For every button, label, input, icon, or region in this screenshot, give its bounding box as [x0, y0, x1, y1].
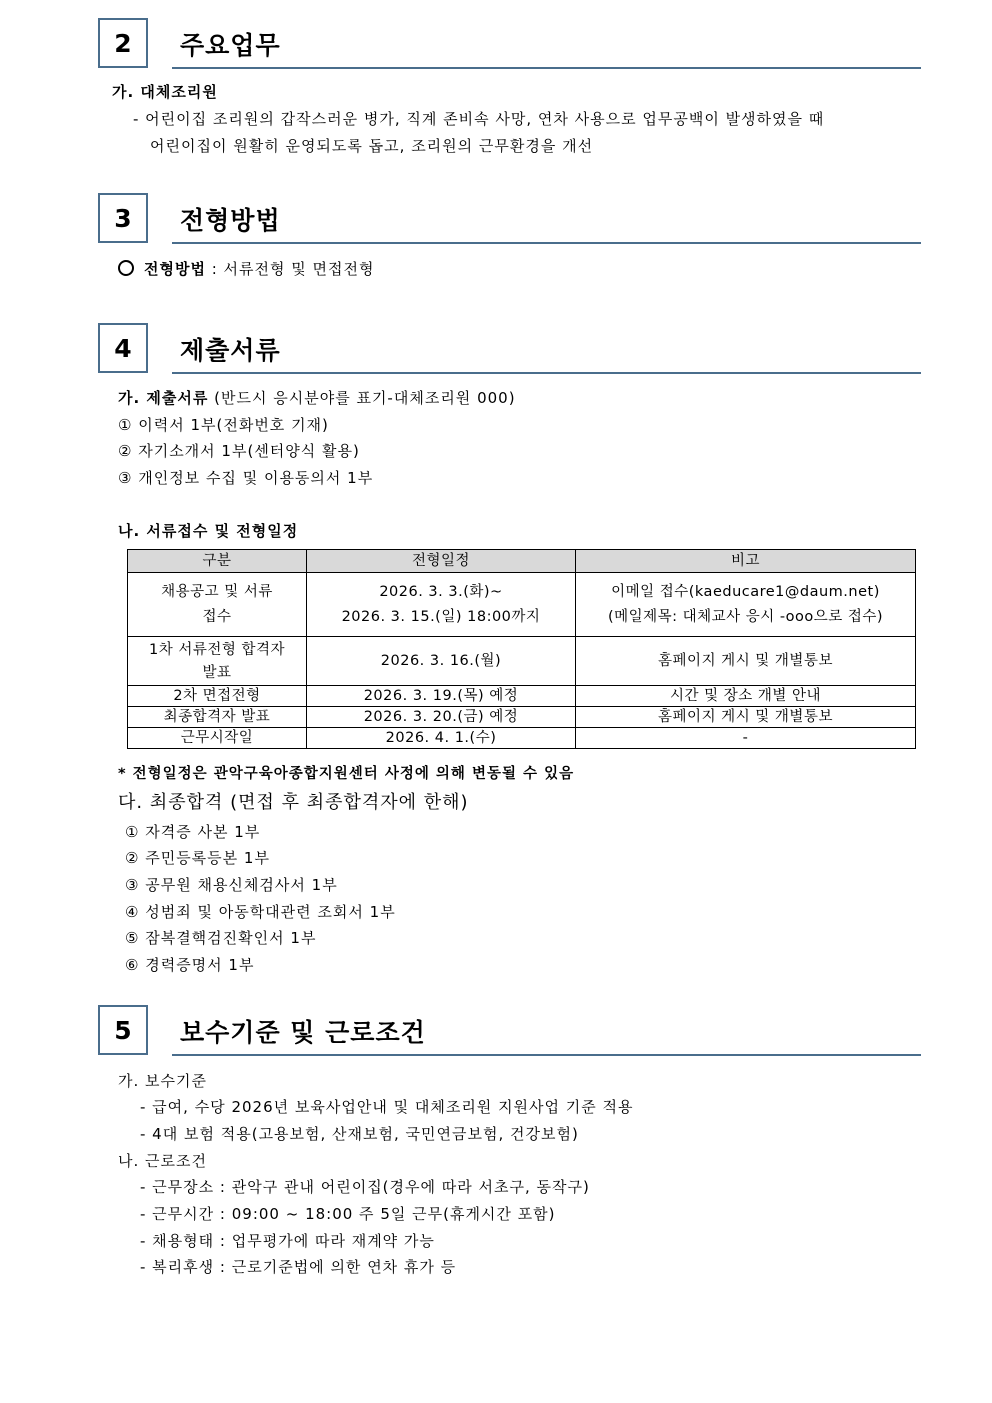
- table-row: [128, 728, 916, 749]
- list-item: - 4대 보험 적용(고용보험, 산재보험, 국민연금보험, 건강보험): [140, 1125, 579, 1143]
- list-item: - 복리후생 : 근로기준법에 의한 연차 휴가 등: [140, 1258, 457, 1276]
- cell-line: 1차 서류전형 합격자: [149, 641, 285, 658]
- section-title: 제출서류: [180, 336, 281, 365]
- section-number: 4: [98, 323, 148, 373]
- cell-line: (메일제목: 대체교사 응시 -ooo으로 접수): [607, 609, 884, 625]
- circle-bullet-icon: [118, 260, 134, 276]
- table-row: [128, 637, 916, 686]
- subheading-bold: 가. 제출서류: [118, 389, 209, 407]
- header-cell: 비고: [576, 550, 916, 573]
- cell-line: 접수: [202, 609, 232, 625]
- cell-line: 발표: [202, 664, 232, 681]
- table-cell: [576, 573, 916, 637]
- section-header-4: [98, 323, 921, 375]
- list-item: - 채용형태 : 업무평가에 따라 재계약 가능: [140, 1232, 435, 1250]
- section-number: 2: [98, 18, 148, 68]
- table-cell: 근무시작일: [128, 728, 307, 749]
- schedule-table: [127, 549, 916, 749]
- list-item: - 근무장소 : 관악구 관내 어린이집(경우에 따라 서초구, 동작구): [140, 1178, 590, 1196]
- table-row: [128, 573, 916, 637]
- table-header-row: [128, 550, 916, 573]
- section-number: 5: [98, 1005, 148, 1055]
- table-cell: [128, 573, 307, 637]
- section-underline: [172, 372, 921, 374]
- section-underline: [172, 1054, 921, 1056]
- section-header-5: [98, 1005, 921, 1057]
- list-item: - 근무시간 : 09:00 ~ 18:00 주 5일 근무(휴게시간 포함): [140, 1205, 556, 1223]
- header-cell: 구분: [128, 550, 307, 573]
- table-row: [128, 686, 916, 707]
- table-cell: 2026. 4. 1.(수): [307, 728, 576, 749]
- table-cell: 홈페이지 게시 및 개별통보: [576, 707, 916, 728]
- list-item: ③ 개인정보 수집 및 이용동의서 1부: [118, 469, 374, 487]
- section-underline: [172, 67, 921, 69]
- section-header-2: [98, 18, 921, 70]
- table-cell: -: [576, 728, 916, 749]
- table-cell: 2026. 3. 16.(월): [307, 637, 576, 686]
- section-title: 보수기준 및 근로조건: [180, 1018, 426, 1047]
- section-header-3: [98, 193, 921, 245]
- method-text: : 서류전형 및 면접전형: [205, 260, 375, 278]
- list-item: ① 이력서 1부(전화번호 기재): [118, 416, 329, 434]
- list-item: ① 자격증 사본 1부: [125, 823, 261, 841]
- list-item: ④ 성범죄 및 아동학대관련 조회서 1부: [125, 903, 396, 921]
- list-item: ③ 공무원 채용신체검사서 1부: [125, 876, 338, 894]
- subheading: 가. 보수기준: [118, 1072, 207, 1090]
- section-title: 전형방법: [180, 206, 281, 235]
- table-cell: [128, 637, 307, 686]
- cell-line: 채용공고 및 서류: [161, 584, 273, 600]
- schedule-note: * 전형일정은 관악구육아종합지원센터 사정에 의해 변동될 수 있음: [118, 766, 575, 782]
- subheading: 가. 대체조리원: [112, 83, 218, 101]
- list-item: ⑤ 잠복결핵검진확인서 1부: [125, 929, 317, 947]
- subheading-b: 나. 서류접수 및 전형일정: [118, 522, 299, 540]
- table-cell: 최종합격자 발표: [128, 707, 307, 728]
- table-cell: 2026. 3. 19.(목) 예정: [307, 686, 576, 707]
- cell-line: 이메일 접수(kaeducare1@daum.net): [611, 584, 880, 600]
- section-number: 3: [98, 193, 148, 243]
- method-line: [118, 258, 375, 279]
- list-item: - 급여, 수당 2026년 보육사업안내 및 대체조리원 지원사업 기준 적용: [140, 1098, 634, 1116]
- body-line: - 어린이집 조리원의 갑작스러운 병가, 직계 존비속 사망, 연차 사용으로 업무공백이 발생하였을 때: [133, 110, 825, 128]
- list-item: ② 자기소개서 1부(센터양식 활용): [118, 442, 360, 460]
- subheading: 나. 근로조건: [118, 1152, 207, 1170]
- section-underline: [172, 242, 921, 244]
- subheading-rest: (반드시 응시분야를 표기-대체조리원 000): [208, 389, 516, 407]
- section-title: 주요업무: [180, 31, 281, 60]
- list-item: ② 주민등록등본 1부: [125, 849, 270, 867]
- table-cell: 시간 및 장소 개별 안내: [576, 686, 916, 707]
- table-cell: [307, 573, 576, 637]
- method-label: 전형방법: [144, 260, 206, 278]
- list-item: ⑥ 경력증명서 1부: [125, 956, 255, 974]
- subheading-c: 다. 최종합격 (면접 후 최종합격자에 한해): [118, 792, 469, 813]
- header-cell: 전형일정: [307, 550, 576, 573]
- table-row: [128, 707, 916, 728]
- cell-line: 2026. 3. 15.(일) 18:00까지: [341, 609, 541, 625]
- table-cell: 홈페이지 게시 및 개별통보: [576, 637, 916, 686]
- body-line: 어린이집이 원활히 운영되도록 돕고, 조리원의 근무환경을 개선: [150, 137, 594, 155]
- table-cell: 2026. 3. 20.(금) 예정: [307, 707, 576, 728]
- subheading-a: [118, 387, 516, 408]
- table-cell: 2차 면접전형: [128, 686, 307, 707]
- cell-line: 2026. 3. 3.(화)~: [379, 584, 503, 600]
